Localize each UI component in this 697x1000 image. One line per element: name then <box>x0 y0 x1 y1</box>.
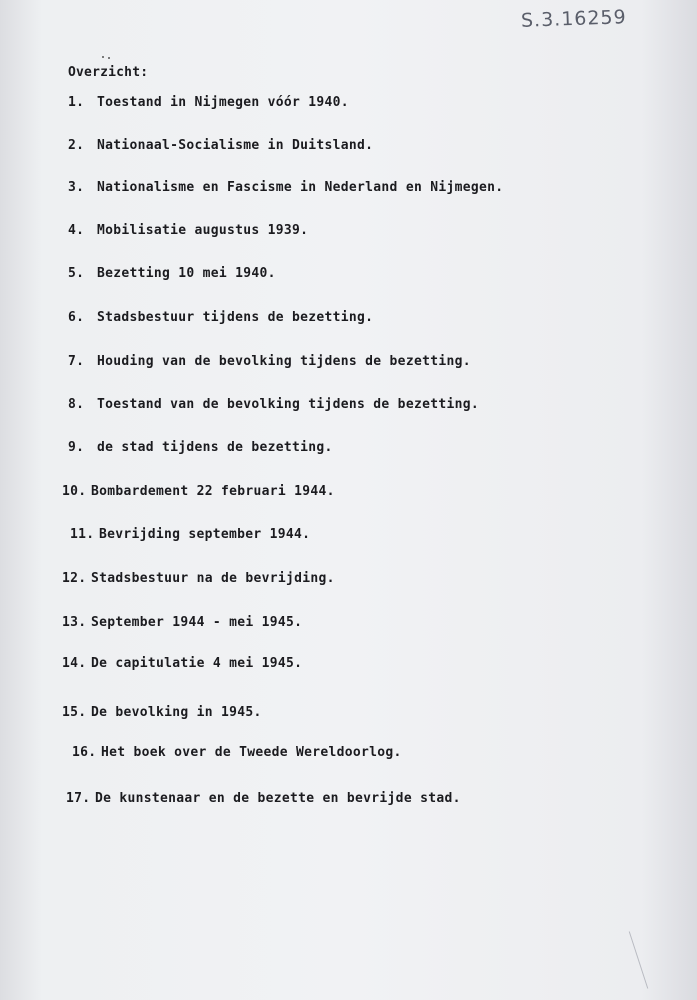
ink-speck <box>102 56 104 58</box>
list-item <box>68 180 503 195</box>
list-item <box>68 397 479 412</box>
item-number: 2. <box>68 138 85 153</box>
item-number: 1. <box>68 95 85 110</box>
item-text: Bombardement 22 februari 1944. <box>91 484 335 499</box>
item-number: 13. <box>62 615 87 630</box>
page-heading: Overzicht: <box>68 65 149 80</box>
list-item <box>62 571 335 586</box>
paper-crease <box>629 931 648 988</box>
item-number: 12. <box>62 571 87 586</box>
list-item <box>68 310 373 325</box>
archive-reference: S.3.16259 <box>520 6 628 32</box>
item-number: 8. <box>68 397 85 412</box>
list-item <box>62 484 335 499</box>
item-text: Bezetting 10 mei 1940. <box>97 266 276 281</box>
list-item <box>68 95 349 110</box>
item-text: De bevolking in 1945. <box>91 705 262 720</box>
item-text: September 1944 - mei 1945. <box>91 615 303 630</box>
item-text: de stad tijdens de bezetting. <box>97 440 333 455</box>
item-number: 7. <box>68 354 85 369</box>
item-text: Nationalisme en Fascisme in Nederland en Nijmegen. <box>97 180 504 195</box>
list-item <box>66 791 461 806</box>
list-item <box>68 354 471 369</box>
list-item <box>62 705 262 720</box>
list-item <box>68 440 333 455</box>
item-number: 14. <box>62 656 87 671</box>
item-text: Het boek over de Tweede Wereldoorlog. <box>101 745 402 760</box>
item-number: 9. <box>68 440 85 455</box>
item-text: Toestand in Nijmegen vóór 1940. <box>97 95 349 110</box>
item-text: Stadsbestuur na de bevrijding. <box>91 571 335 586</box>
ink-speck <box>108 57 110 59</box>
item-text: Houding van de bevolking tijdens de bezetting. <box>97 354 471 369</box>
item-text: Stadsbestuur tijdens de bezetting. <box>97 310 374 325</box>
item-text: Bevrijding september 1944. <box>99 527 311 542</box>
item-number: 4. <box>68 223 85 238</box>
item-number: 11. <box>70 527 95 542</box>
item-number: 5. <box>68 266 85 281</box>
item-number: 10. <box>62 484 87 499</box>
item-number: 6. <box>68 310 85 325</box>
list-item <box>62 615 302 630</box>
item-text: Nationaal-Socialisme in Duitsland. <box>97 138 374 153</box>
item-text: Toestand van de bevolking tijdens de bezetting. <box>97 397 479 412</box>
item-number: 3. <box>68 180 85 195</box>
item-text: De capitulatie 4 mei 1945. <box>91 656 303 671</box>
list-item <box>72 745 402 760</box>
item-number: 17. <box>66 791 91 806</box>
item-text: De kunstenaar en de bezette en bevrijde stad. <box>95 791 461 806</box>
list-item <box>68 223 308 238</box>
list-item <box>62 656 302 671</box>
list-item <box>70 527 310 542</box>
item-number: 15. <box>62 705 87 720</box>
list-item <box>68 138 373 153</box>
item-number: 16. <box>72 745 97 760</box>
item-text: Mobilisatie augustus 1939. <box>97 223 309 238</box>
list-item <box>68 266 276 281</box>
